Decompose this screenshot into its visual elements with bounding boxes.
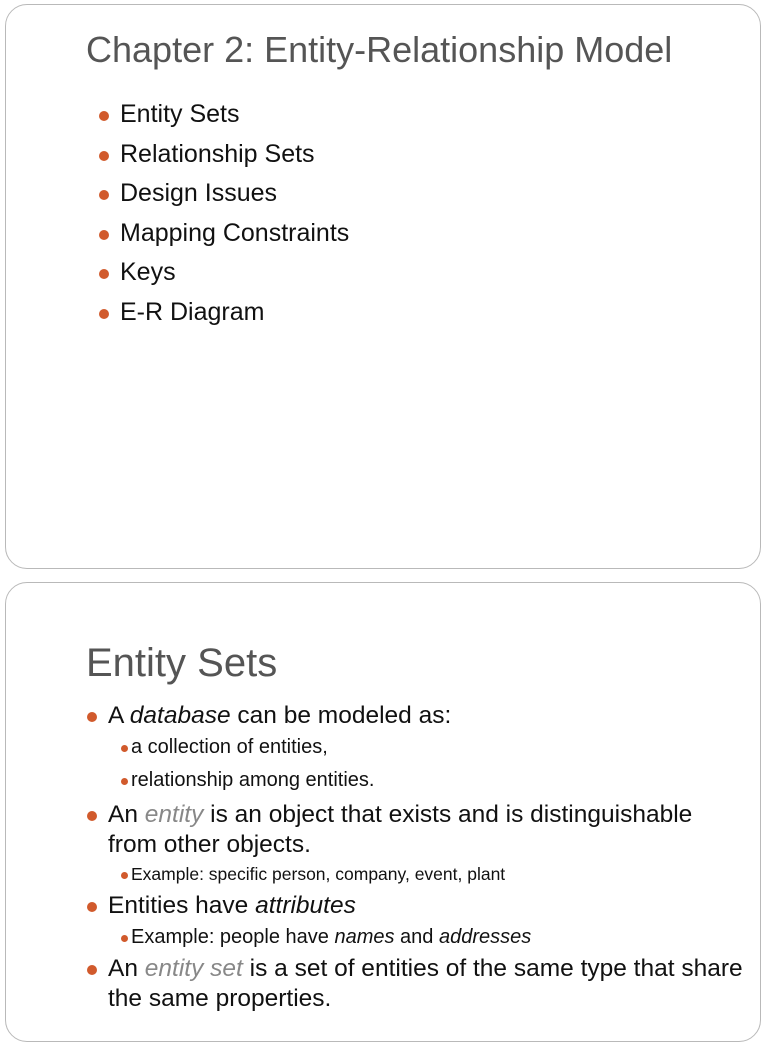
slide-2: [5, 582, 761, 1042]
list-item: Mapping Constraints: [98, 214, 349, 254]
slide-title: Entity Sets: [86, 641, 278, 685]
emphasis-entity-set: entity set: [144, 955, 243, 982]
sub-bullet: Example: people have names and addresses: [85, 921, 745, 954]
bullet-icon: [99, 230, 109, 240]
list-item: Relationship Sets: [98, 135, 349, 175]
list-item: Keys: [98, 253, 349, 293]
bullet-icon: [87, 965, 97, 975]
sub-bullet: a collection of entities,: [85, 731, 745, 764]
bullet-icon: [87, 811, 97, 821]
slide-content: [85, 701, 745, 1014]
topic-list: [98, 95, 349, 333]
bullet-entity-set: An entity set is a set of entities of the same type that share the same properties.: [85, 954, 745, 1014]
bullet-icon: [99, 309, 109, 319]
bullet-icon: [99, 151, 109, 161]
bullet-icon: [121, 745, 128, 752]
bullet-icon: [121, 872, 128, 879]
sub-bullet: Example: specific person, company, event, plant: [85, 860, 745, 888]
bullet-entity: An entity is an object that exists and is distinguishable from other objects.: [85, 800, 745, 860]
sub-bullet: relationship among entities.: [85, 764, 745, 797]
bullet-icon: [87, 712, 97, 722]
emphasis-entity: entity: [144, 801, 204, 828]
bullet-icon: [121, 935, 128, 942]
slide-title: Chapter 2: Entity-Relationship Model: [86, 29, 673, 70]
bullet-attributes: Entities have attributes: [85, 891, 745, 921]
bullet-icon: [87, 902, 97, 912]
bullet-icon: [99, 111, 109, 121]
bullet-icon: [99, 190, 109, 200]
bullet-database: A database can be modeled as:: [85, 701, 745, 731]
list-item: E-R Diagram: [98, 293, 349, 333]
emphasis-database: database: [129, 702, 231, 729]
emphasis-attributes: attributes: [255, 892, 356, 919]
bullet-icon: [99, 269, 109, 279]
slide-1: [5, 4, 761, 569]
bullet-icon: [121, 778, 128, 785]
list-item: Entity Sets: [98, 95, 349, 135]
list-item: Design Issues: [98, 174, 349, 214]
